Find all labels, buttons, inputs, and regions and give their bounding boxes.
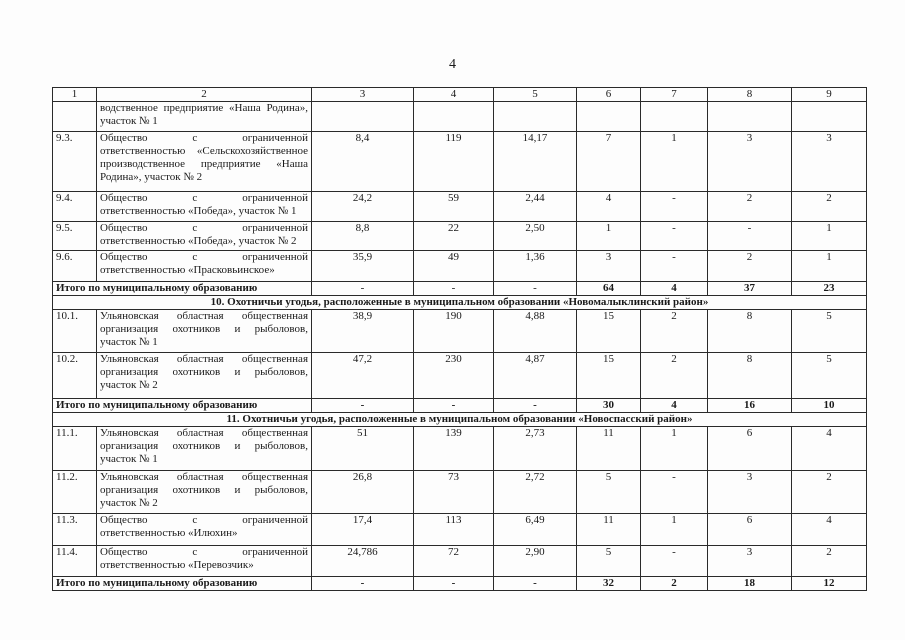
table-row <box>53 471 867 514</box>
hunting-grounds-table <box>52 87 867 591</box>
total-c6: 32 <box>577 577 641 591</box>
cell-c9: 1 <box>792 251 867 282</box>
cell-c5: 4,88 <box>494 310 577 353</box>
cell-c6: 11 <box>577 427 641 471</box>
cell-c9: 2 <box>792 546 867 577</box>
row-name: Ульяновская областная общественная организация охотников и рыболовов, участок № 1 <box>97 427 312 471</box>
row-index <box>53 102 97 132</box>
cell-area: 24,2 <box>312 192 414 222</box>
total-c5: - <box>494 399 577 413</box>
cell-c8: 3 <box>708 546 792 577</box>
cell-c9: 3 <box>792 132 867 192</box>
row-index: 11.3. <box>53 514 97 546</box>
table-row <box>53 192 867 222</box>
header-cell: 1 <box>53 88 97 102</box>
cell-c4: 119 <box>414 132 494 192</box>
cell-area: 51 <box>312 427 414 471</box>
cell-c7: - <box>641 192 708 222</box>
table-row <box>53 353 867 399</box>
row-index: 10.2. <box>53 353 97 399</box>
total-c3: - <box>312 577 414 591</box>
total-c5: - <box>494 577 577 591</box>
cell-c9: 5 <box>792 353 867 399</box>
cell-c8: 2 <box>708 251 792 282</box>
cell-c6: 7 <box>577 132 641 192</box>
section-title: 10. Охотничьи угодья, расположенные в муниципальном образовании «Новомалыклинский район» <box>53 296 867 310</box>
cell-c8: 2 <box>708 192 792 222</box>
header-cell: 3 <box>312 88 414 102</box>
total-c8: 16 <box>708 399 792 413</box>
cell-c7: 2 <box>641 310 708 353</box>
cell-c7: - <box>641 546 708 577</box>
cell-c6: 4 <box>577 192 641 222</box>
total-c7: 4 <box>641 282 708 296</box>
municipal-total-row <box>53 399 867 413</box>
cell-c5: 2,73 <box>494 427 577 471</box>
total-c9: 12 <box>792 577 867 591</box>
total-c9: 23 <box>792 282 867 296</box>
table-row <box>53 514 867 546</box>
cell-c7: 1 <box>641 514 708 546</box>
section-heading <box>53 296 867 310</box>
cell-c5: 6,49 <box>494 514 577 546</box>
header-cell: 8 <box>708 88 792 102</box>
cell-area: 47,2 <box>312 353 414 399</box>
row-name: Ульяновская областная общественная организация охотников и рыболовов, участок № 2 <box>97 471 312 514</box>
total-c3: - <box>312 399 414 413</box>
row-index: 9.6. <box>53 251 97 282</box>
row-name: Общество с ограниченной ответственностью «Илюхин» <box>97 514 312 546</box>
table-row <box>53 222 867 251</box>
municipal-total-row <box>53 282 867 296</box>
cell-c8: 8 <box>708 310 792 353</box>
row-name: Общество с ограниченной ответственностью «Сельскохозяйственное производственное предприятие «Наша Родина», участок № 2 <box>97 132 312 192</box>
header-cell: 5 <box>494 88 577 102</box>
table-row <box>53 132 867 192</box>
cell-c8: - <box>708 222 792 251</box>
column-number-header <box>53 88 867 102</box>
cell-c6: 1 <box>577 222 641 251</box>
table-row <box>53 427 867 471</box>
total-c7: 2 <box>641 577 708 591</box>
cell-c4: 49 <box>414 251 494 282</box>
cell-c5: 4,87 <box>494 353 577 399</box>
cell-c9: 2 <box>792 192 867 222</box>
cell-c4: 22 <box>414 222 494 251</box>
total-c6: 64 <box>577 282 641 296</box>
row-index: 10.1. <box>53 310 97 353</box>
row-name: Общество с ограниченной ответственностью «Перевозчик» <box>97 546 312 577</box>
cell-c6: 3 <box>577 251 641 282</box>
cell-c5: 1,36 <box>494 251 577 282</box>
row-index: 11.4. <box>53 546 97 577</box>
total-c4: - <box>414 399 494 413</box>
municipal-total-row <box>53 577 867 591</box>
cell-area: 17,4 <box>312 514 414 546</box>
table-row <box>53 310 867 353</box>
header-cell: 9 <box>792 88 867 102</box>
row-name: Ульяновская областная общественная организация охотников и рыболовов, участок № 2 <box>97 353 312 399</box>
cell-c5: 14,17 <box>494 132 577 192</box>
cell-area: 35,9 <box>312 251 414 282</box>
row-name: водственное предприятие «Наша Родина», участок № 1 <box>97 102 312 132</box>
total-c9: 10 <box>792 399 867 413</box>
cell-c8: 6 <box>708 427 792 471</box>
page-number: 4 <box>449 57 456 72</box>
cell-c9: 2 <box>792 471 867 514</box>
cell-c7: 1 <box>641 427 708 471</box>
cell-area: 8,4 <box>312 132 414 192</box>
total-c6: 30 <box>577 399 641 413</box>
header-cell: 2 <box>97 88 312 102</box>
total-c3: - <box>312 282 414 296</box>
total-c8: 18 <box>708 577 792 591</box>
cell-c4: 139 <box>414 427 494 471</box>
cell-area: 26,8 <box>312 471 414 514</box>
table-row <box>53 251 867 282</box>
cell-c7: 1 <box>641 132 708 192</box>
cell-c7: 2 <box>641 353 708 399</box>
header-cell: 7 <box>641 88 708 102</box>
table-row <box>53 102 867 132</box>
table-row <box>53 546 867 577</box>
header-cell: 4 <box>414 88 494 102</box>
cell-c9: 5 <box>792 310 867 353</box>
row-index: 9.3. <box>53 132 97 192</box>
cell-c4: 230 <box>414 353 494 399</box>
cell-area: 38,9 <box>312 310 414 353</box>
cell-c8: 3 <box>708 471 792 514</box>
cell-c7: - <box>641 222 708 251</box>
cell-c6: 11 <box>577 514 641 546</box>
cell-c7: - <box>641 251 708 282</box>
row-name: Общество с ограниченной ответственностью «Прасковьинское» <box>97 251 312 282</box>
cell-c9: 4 <box>792 514 867 546</box>
total-c7: 4 <box>641 399 708 413</box>
cell-c8: 6 <box>708 514 792 546</box>
cell-c5: 2,50 <box>494 222 577 251</box>
cell-c8: 3 <box>708 132 792 192</box>
row-index: 9.4. <box>53 192 97 222</box>
section-heading <box>53 413 867 427</box>
cell-area: 8,8 <box>312 222 414 251</box>
cell-c8: 8 <box>708 353 792 399</box>
row-index: 9.5. <box>53 222 97 251</box>
header-cell: 6 <box>577 88 641 102</box>
cell-c9: 1 <box>792 222 867 251</box>
row-name: Ульяновская областная общественная организация охотников и рыболовов, участок № 1 <box>97 310 312 353</box>
cell-c4: 59 <box>414 192 494 222</box>
cell-c5: 2,90 <box>494 546 577 577</box>
cell-c4: 113 <box>414 514 494 546</box>
cell-c6: 15 <box>577 353 641 399</box>
total-c4: - <box>414 282 494 296</box>
total-label: Итого по муниципальному образованию <box>53 399 312 413</box>
cell-c6: 15 <box>577 310 641 353</box>
cell-c4: 72 <box>414 546 494 577</box>
section-title: 11. Охотничьи угодья, расположенные в муниципальном образовании «Новоспасский район» <box>53 413 867 427</box>
cell-c7: - <box>641 471 708 514</box>
row-index: 11.1. <box>53 427 97 471</box>
cell-c6: 5 <box>577 546 641 577</box>
cell-c4: 73 <box>414 471 494 514</box>
total-c5: - <box>494 282 577 296</box>
cell-c5: 2,72 <box>494 471 577 514</box>
cell-area: 24,786 <box>312 546 414 577</box>
total-c8: 37 <box>708 282 792 296</box>
row-name: Общество с ограниченной ответственностью «Победа», участок № 2 <box>97 222 312 251</box>
cell-c4: 190 <box>414 310 494 353</box>
cell-c6: 5 <box>577 471 641 514</box>
total-c4: - <box>414 577 494 591</box>
total-label: Итого по муниципальному образованию <box>53 577 312 591</box>
total-label: Итого по муниципальному образованию <box>53 282 312 296</box>
cell-c5: 2,44 <box>494 192 577 222</box>
cell-c9: 4 <box>792 427 867 471</box>
row-name: Общество с ограниченной ответственностью «Победа», участок № 1 <box>97 192 312 222</box>
row-index: 11.2. <box>53 471 97 514</box>
